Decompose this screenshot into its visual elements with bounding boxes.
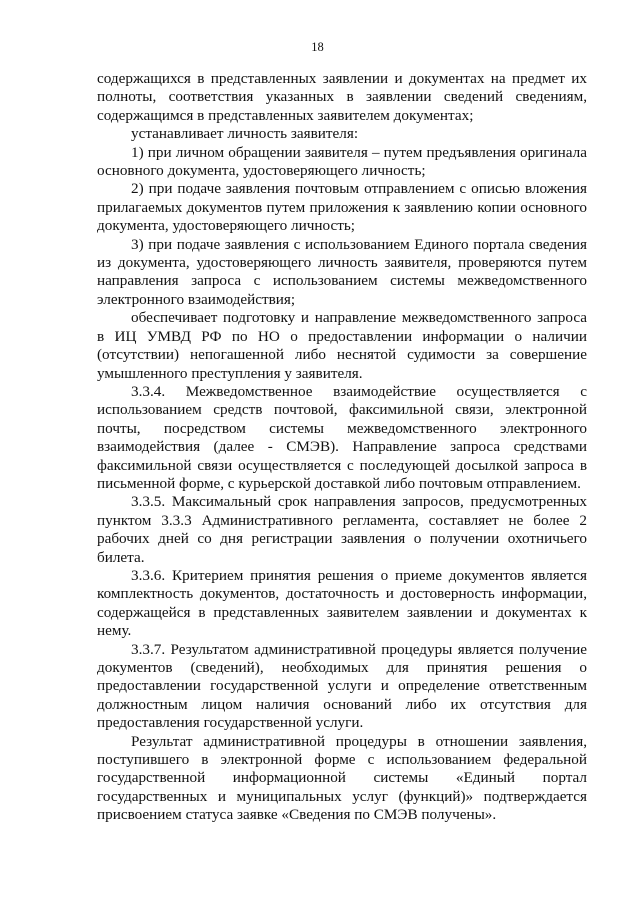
paragraph: Результат административной процедуры в отношении заявления, поступившего в электронной форме с использованием федеральной государственной информационной системы «Единый портал государственных и муниципальных услуг (функций)» подтверждается присвоением статуса заявке «Сведения по СМЭВ получены».: [97, 732, 587, 824]
paragraph: 2) при подаче заявления почтовым отправлением с описью вложения прилагаемых документов путем приложения к заявлению копии основного документа, удостоверяющего личность;: [97, 180, 587, 235]
paragraph: 3.3.4. Межведомственное взаимодействие осуществляется с использованием средств почтовой, факсимильной связи, электронной почты, посредством системы межведомственного электронного взаимодействия (далее - СМЭВ). Направление запроса средствами факсимильной связи осуществляется с последующей досылкой запроса в письменной форме, с курьерской доставкой либо почтовым отправлением.: [97, 382, 587, 492]
paragraph: 1) при личном обращении заявителя – путем предъявления оригинала основного документа, удостоверяющего личность;: [97, 143, 587, 180]
document-body: [97, 70, 587, 825]
paragraph: содержащихся в представленных заявлении и документах на предмет их полноты, соответствия указанных в заявлении сведений сведениям, содержащимся в представленных заявителем документах;: [97, 70, 587, 124]
paragraph: 3.3.7. Результатом административной процедуры является получение документов (сведений), необходимых для принятия решения о предоставлении государственной услуги и определение ответственным должностным лицом наличия оснований либо их отсутствия для предоставления государственной услуги.: [97, 640, 587, 732]
paragraph: 3.3.5. Максимальный срок направления запросов, предусмотренных пунктом 3.3.3 Административного регламента, составляет не более 2 рабочих дней со дня регистрации заявления о получении охотничьего билета.: [97, 493, 587, 566]
page-number: 18: [311, 40, 324, 54]
paragraph: устанавливает личность заявителя:: [131, 125, 359, 143]
paragraph: 3) при подаче заявления с использованием Единого портала сведения из документа, удостоверяющего личность заявителя, проверяются путем направления запроса с использованием системы межведомственного электронного взаимодействия;: [97, 235, 587, 308]
paragraph: 3.3.6. Критерием принятия решения о приеме документов является комплектность документов, достаточность и достоверность информации, содержащейся в представленных заявителем заявлении и документах к нему.: [97, 566, 587, 640]
paragraph: обеспечивает подготовку и направление межведомственного запроса в ИЦ УМВД РФ по НО о предоставлении информации о наличии (отсутствии) непогашенной либо неснятой судимости за совершение умышленного преступления у заявителя.: [97, 309, 587, 382]
